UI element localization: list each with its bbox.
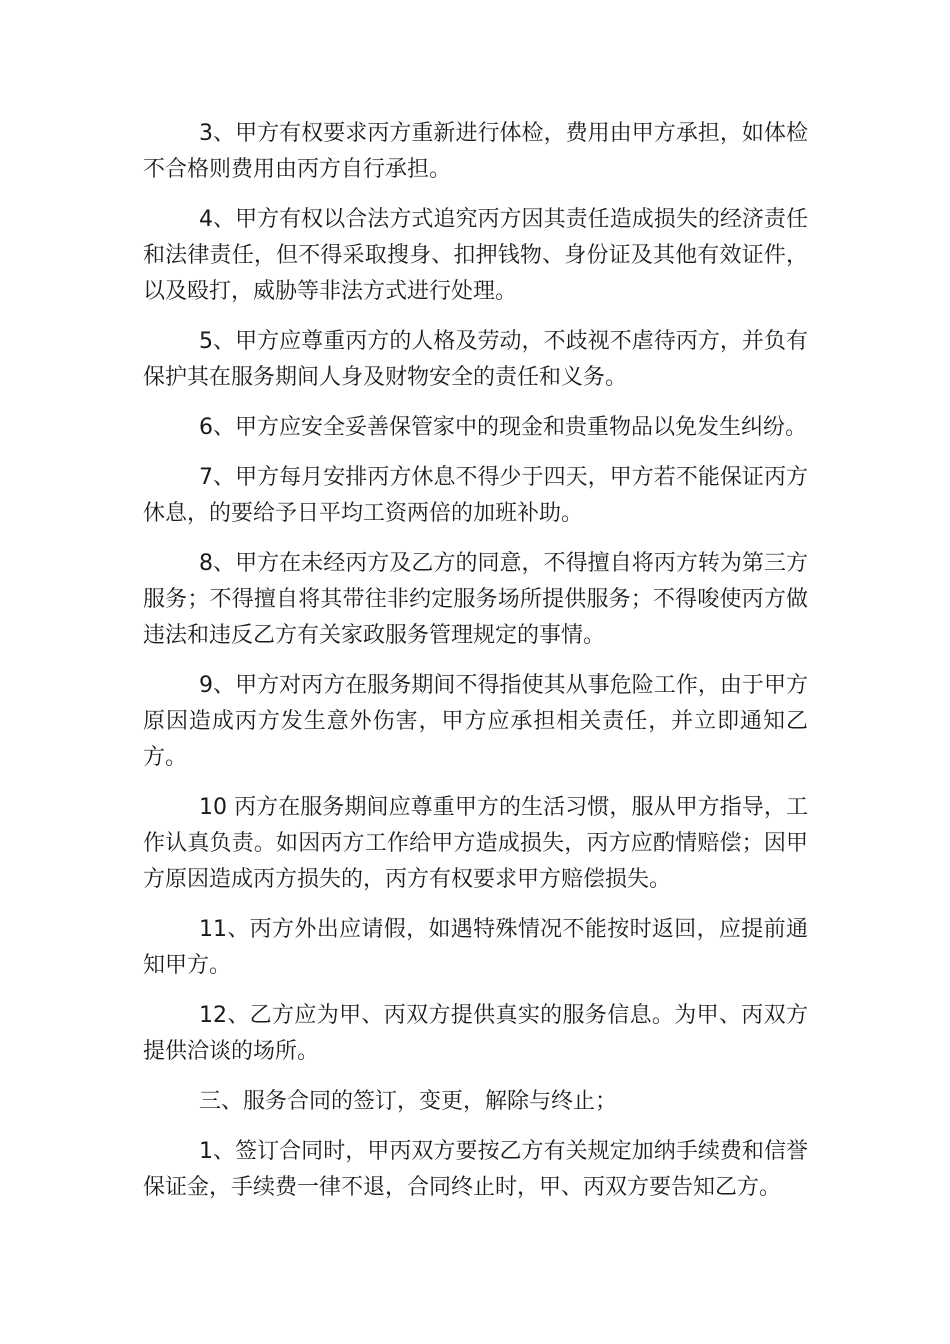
clause-10-paragraph: 10 丙方在服务期间应尊重甲方的生活习惯，服从甲方指导，工作认真负责。如因丙方工作给甲方造成损失，丙方应酌情赔偿；因甲方原因造成丙方损失的，丙方有权要求甲方赔偿损失。 [143,795,808,892]
clause-5-paragraph: 5、甲方应尊重丙方的人格及劳动，不歧视不虐待丙方，并负有保护其在服务期间人身及财物安全的责任和义务。 [143,329,808,390]
clause-8-paragraph: 8、甲方在未经丙方及乙方的同意，不得擅自将丙方转为第三方服务；不得擅自将其带往非约定服务场所提供服务；不得唆使丙方做违法和违反乙方有关家政服务管理规定的事情。 [143,551,808,648]
clause-7-paragraph: 7、甲方每月安排丙方休息不得少于四天，甲方若不能保证丙方休息，的要给予日平均工资两倍的加班补助。 [143,465,808,526]
clause-6-paragraph: 6、甲方应安全妥善保管家中的现金和贵重物品以免发生纠纷。 [199,415,807,440]
clause-3-paragraph: 3、甲方有权要求丙方重新进行体检，费用由甲方承担，如体检不合格则费用由丙方自行承担。 [143,121,808,182]
document-body [143,116,808,1220]
section-3-heading: 三、服务合同的签订，变更，解除与终止； [199,1089,618,1114]
section-3-clause-1-paragraph: 1、签订合同时，甲丙双方要按乙方有关规定加纳手续费和信誉保证金，手续费一律不退，合同终止时，甲、丙双方要告知乙方。 [143,1139,808,1200]
clause-12-paragraph: 12、乙方应为甲、丙双方提供真实的服务信息。为甲、丙双方提供洽谈的场所。 [143,1003,808,1064]
clause-11-paragraph: 11、丙方外出应请假，如遇特殊情况不能按时返回，应提前通知甲方。 [143,917,808,978]
clause-4-paragraph: 4、甲方有权以合法方式追究丙方因其责任造成损失的经济责任和法律责任，但不得采取搜身、扣押钱物、身份证及其他有效证件，以及殴打，威胁等非法方式进行处理。 [143,207,808,304]
clause-9-paragraph: 9、甲方对丙方在服务期间不得指使其从事危险工作，由于甲方原因造成丙方发生意外伤害，甲方应承担相关责任，并立即通知乙方。 [143,673,808,770]
